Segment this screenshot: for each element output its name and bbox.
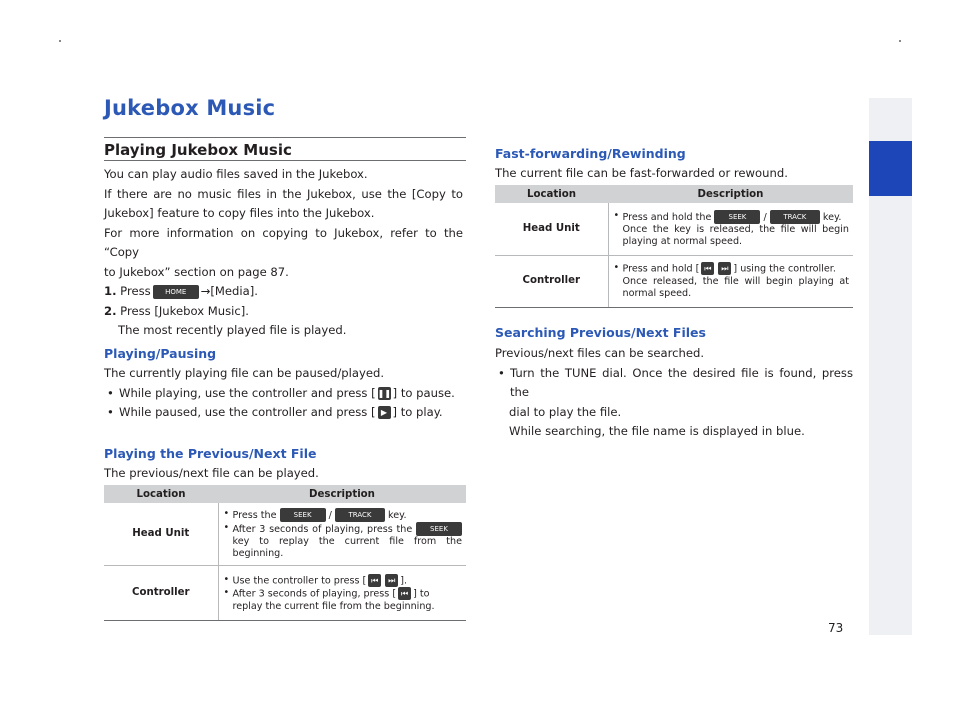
intro-line: If there are no music files in the Jukebox, use the [Copy to	[104, 186, 463, 201]
search-bullet-cont: While searching, the file name is displayed in blue.	[509, 424, 805, 438]
subheading-prev-next: Playing the Previous/Next File	[104, 446, 317, 461]
section-rule-top	[104, 137, 466, 138]
table-row	[104, 566, 466, 621]
intro-line: For more information on copying to Jukebox, refer to the “Copy	[104, 225, 463, 259]
seek-down-icon: SEEK	[280, 508, 326, 522]
description-cell	[218, 566, 466, 621]
page-number: 73	[828, 621, 844, 635]
desc-bullet: • Use the controller to press [ ⏮ ⏭ ].	[223, 574, 463, 588]
step-text: →[Media].	[200, 284, 258, 298]
col-description: Description	[218, 485, 466, 503]
table-row	[495, 255, 853, 307]
step-number: 1.	[104, 284, 117, 298]
intro-line: Jukebox] feature to copy files into the Jukebox.	[104, 206, 375, 220]
bullet-play: • While paused, use the controller and press [ ▶ ] to play.	[104, 403, 463, 423]
chapter-tab	[869, 141, 912, 196]
ff-table	[495, 185, 853, 308]
seek-down-icon: SEEK	[416, 522, 462, 536]
previous-track-icon: ⏮	[701, 262, 714, 275]
home-icon: HOME	[153, 285, 199, 299]
desc-bullet: • Press and hold [ ⏮ ⏭ ] using the controller. Once released, the file will begin playing at normal speed.	[613, 262, 850, 300]
description-cell	[218, 503, 466, 566]
section-title: Playing Jukebox Music	[104, 141, 292, 159]
prev-next-desc: The previous/next file can be played.	[104, 466, 319, 480]
step-text: Press	[120, 284, 151, 298]
track-up-icon: TRACK	[770, 210, 820, 224]
table-header	[495, 185, 853, 203]
next-track-icon: ⏭	[718, 262, 731, 275]
search-block	[495, 344, 853, 442]
search-bullet-cont: dial to play the file.	[509, 404, 622, 419]
previous-track-icon: ⏮	[398, 587, 411, 600]
desc-bullet: • Press the SEEK / TRACK key.	[223, 508, 463, 522]
step-2-result: The most recently played file is played.	[118, 323, 347, 337]
description-cell	[608, 203, 853, 255]
play-icon: ▶	[378, 406, 391, 419]
search-desc: Previous/next files can be searched.	[495, 346, 705, 360]
desc-bullet: • Press and hold the SEEK / TRACK key. Once the key is released, the file will begin playing at normal speed.	[613, 210, 850, 248]
subheading-ff: Fast-forwarding/Rewinding	[495, 146, 686, 161]
playing-block	[104, 364, 463, 423]
ff-desc: The current file can be fast-forwarded or rewound.	[495, 166, 788, 180]
seek-down-icon: SEEK	[714, 210, 760, 224]
pause-icon: ❚❚	[377, 388, 392, 398]
section-rule-bottom	[104, 160, 466, 161]
page-title: Jukebox Music	[104, 96, 276, 120]
col-description: Description	[608, 185, 853, 203]
step-1	[104, 282, 463, 302]
desc-bullet: • After 3 seconds of playing, press [ ⏮ ] to replay the current file from the beginning.	[223, 587, 463, 613]
table-row	[104, 503, 466, 566]
col-location: Location	[104, 485, 218, 503]
search-bullet: • Turn the TUNE dial. Once the desired file is found, press the	[495, 364, 853, 403]
crop-mark	[59, 40, 61, 42]
subheading-playing: Playing/Pausing	[104, 346, 217, 361]
subheading-search: Searching Previous/Next Files	[495, 325, 706, 340]
desc-bullet: • After 3 seconds of playing, press the SEEK key to replay the current file from the beginning.	[223, 522, 463, 560]
next-track-icon: ⏭	[385, 574, 398, 587]
playing-desc: The currently playing file can be paused/played.	[104, 366, 385, 380]
intro-block	[104, 165, 463, 341]
intro-line: You can play audio files saved in the Jukebox.	[104, 167, 368, 181]
step-2	[104, 302, 463, 322]
description-cell	[608, 255, 853, 307]
location-cell: Controller	[495, 255, 608, 307]
prev-next-table	[104, 485, 466, 621]
step-number: 2.	[104, 303, 117, 318]
col-location: Location	[495, 185, 608, 203]
table-header	[104, 485, 466, 503]
location-cell: Head Unit	[495, 203, 608, 255]
previous-track-icon: ⏮	[368, 574, 381, 587]
track-up-icon: TRACK	[335, 508, 385, 522]
intro-line: to Jukebox” section on page 87.	[104, 264, 289, 279]
table-row	[495, 203, 853, 255]
location-cell: Controller	[104, 566, 218, 621]
crop-mark	[899, 40, 901, 42]
bullet-pause: • While playing, use the controller and press [ ❚❚ ] to pause.	[104, 384, 463, 404]
step-text: Press [Jukebox Music].	[120, 303, 249, 318]
location-cell: Head Unit	[104, 503, 218, 566]
